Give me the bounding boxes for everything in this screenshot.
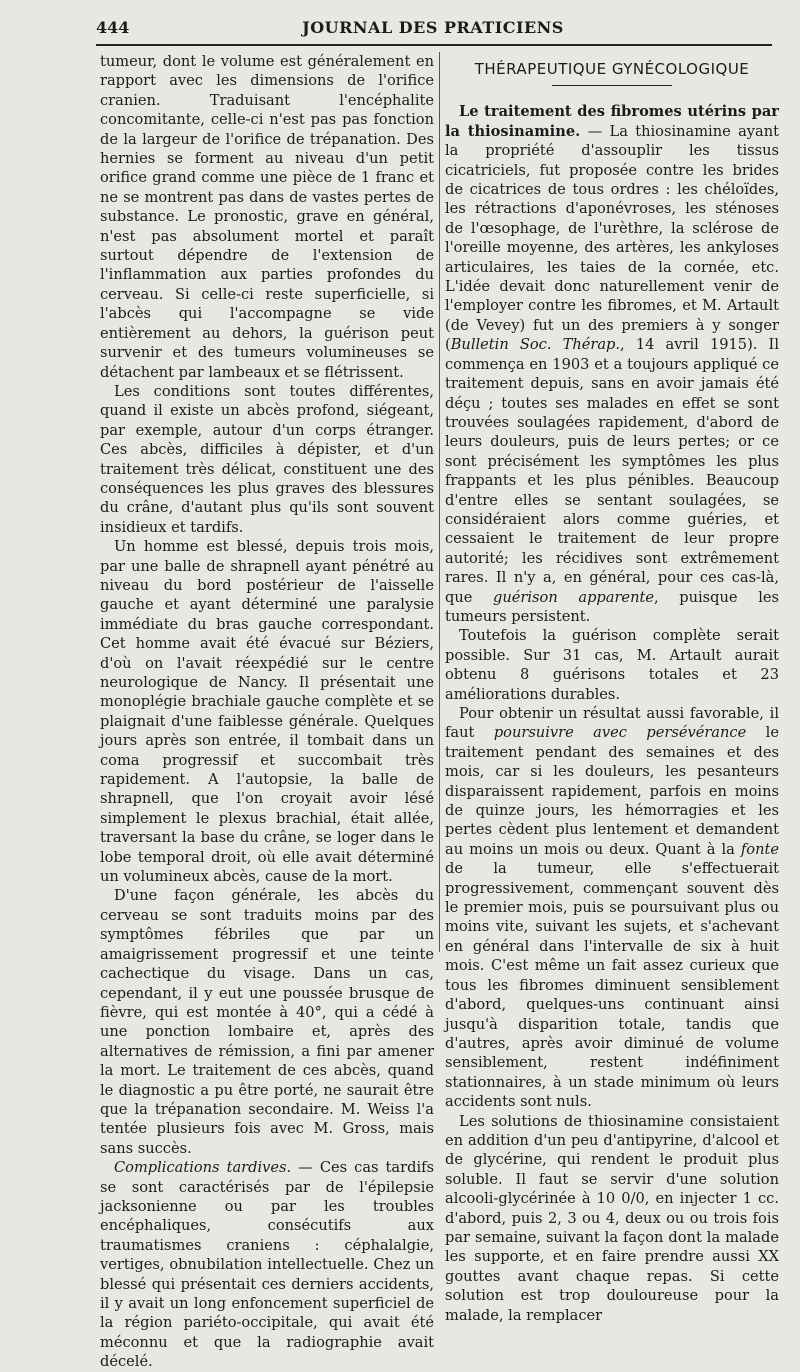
header-rule (96, 44, 772, 46)
page-header (96, 18, 770, 40)
apparent-cure-emphasis: guérison apparente (493, 588, 654, 606)
left-paragraph-1: tumeur, dont le volume est généralement en rapport avec les dimensions de l'orifice cranien. Traduisant l'encéphalite concomitante, celle-ci n'est pas pas fonction de la largeur de l'orifice de trépanation. Des hernies se forment au niveau d'un petit orifice grand comme une pièce de 1 franc et ne se montrent pas dans de vastes pertes de substance. Le pronostic, grave en général, n'est pas absolument mortel et paraît surtout dépendre de l'extension de l'inflammation aux parties profondes du cerveau. Si celle-ci reste superficielle, si l'abcès qui l'accompagne se vide entièrement au dehors, la guérison peut survenir et des tumeurs volumineuses se détachent par lambeaux et se flétrissent. (100, 53, 434, 381)
late-complications-text: — Ces cas tardifs se sont caractérisés par de l'épilepsie jacksonienne ou par les troubles encéphaliques, consécutifs aux traumatismes craniens : céphalalgie, vertiges, obnubilation intellectuelle. Chez un blessé qui présentait ces derniers accidents, il y avait un long enfoncement superficiel de la région pariéto-occipitale, qui avait été méconnu et que la radiographie avait décelé. (100, 1159, 435, 1371)
right-paragraph-2: Toutefois la guérison complète serait possible. Sur 31 cas, M. Artault aurait obtenu 8 guérisons totales et 23 améliorations durables. (445, 627, 779, 703)
right-p1-text-a: — La thiosinamine ayant la propriété d'assouplir les tissus cicatriciels, fut proposée contre les brides de cicatrices de tous ordres : les chéloïdes, les rétractions d'aponévroses, les sténoses de l'œsophage, de l'urèthre, la sclérose de l'oreille moyenne, des artères, les ankyloses articulaires, les taies de la cornée, etc. L'idée devait donc naturellement venir de l'employer contre les fibromes, et M. Artault (de Vevey) fut un des premiers à y songer ( (445, 122, 780, 354)
left-paragraph-3: Un homme est blessé, depuis trois mois, par une balle de shrapnell ayant pénétré au niveau du bord postérieur de l'aisselle gauche et ayant déterminé une paralysie immédiate du bras gauche correspondant. Cet homme avait été évacué sur Béziers, d'où on l'avait réexpédié sur le centre neurologique de Nancy. Il présentait une monoplégie brachiale gauche complète et se plaignait d'une faiblesse générale. Quelques jours après son entrée, il tombait dans un coma progressif et succombait très rapidement. A l'autopsie, la balle de shrapnell, que l'on croyait avoir lésé simplement le plexus brachial, était allée, traversant la base du crâne, se loger dans le lobe temporal droit, où elle avait déterminé un volumineux abcès, cause de la mort. (100, 538, 434, 886)
section-title: THÉRAPEUTIQUE GYNÉCOLOGIQUE (474, 60, 750, 78)
right-column (445, 52, 779, 1325)
column-divider (439, 52, 440, 952)
left-column (100, 52, 434, 1372)
right-p3-text-b: le traitement pendant des semaines et des mois, car si les douleurs, les pesanteurs disparaissent rapidement, parfois en moins de quinze jours, les hémorragies et les pertes cèdent plus lentement et demandent au moins un mois ou deux. Quant à la (445, 724, 779, 858)
left-paragraph-5 (100, 1158, 434, 1371)
left-paragraph-2: Les conditions sont toutes différentes, quand il existe un abcès profond, siégeant, par exemple, autour d'un corps étranger. Ces abcès, difficiles à dépister, et d'un traitement très délicat, constituent une des conséquences les plus graves des blessures du crâne, d'autant plus qu'ils sont souvent insidieux et tardifs. (100, 382, 434, 536)
late-complications-label: Complications tardives. (114, 1159, 292, 1177)
article-title: Le traitement des fibromes utérins par la thiosinamine. (445, 103, 779, 140)
right-p1-text-c: , puisque les tumeurs persistent. (445, 588, 779, 625)
citation: Bulletin Soc. Thérap. (450, 336, 621, 354)
perseverance-emphasis: poursuivre avec persévérance (493, 724, 747, 742)
left-paragraph-4: D'une façon générale, les abcès du cerveau se sont traduits moins par des symptômes fébriles que par un amaigrissement progressif et une teinte cachectique du visage. Dans un cas, cependant, il y eut une poussée brusque de fièvre, qui est montée à 40°, qui a cédé à une ponction lombaire et, après des alternatives de rémission, a fini par amener la mort. Le traitement de ces abcès, quand le diagnostic a pu être porté, ne saurait être que la trépanation secondaire. M. Weiss l'a tentée plusieurs fois avec M. Gross, mais sans succès. (100, 887, 434, 1157)
journal-title: JOURNAL DES PRATICIENS (302, 18, 564, 37)
right-p3-text-a: Pour obtenir un résultat aussi favorable, il faut (445, 705, 779, 742)
right-paragraph-1 (445, 102, 779, 626)
right-p1-text-b: , 14 avril 1915). Il commença en 1903 et a toujours appliqué ce traitement depuis, sans en avoir jamais été déçu ; toutes ses malades en effet se sont trouvées soulagées rapidement, d'abord de leurs douleurs, puis de leurs pertes; or ce sont précisément les symptômes les plus frappants et les plus pénibles. Beaucoup d'entre elles se sentant soulagées, se considéraient alors comme guéries, et cessaient le traitement de leur propre autorité; les récidives sont extrêmement rares. Il n'y a, en général, pour ces cas-là, que (445, 336, 779, 606)
right-paragraph-3 (445, 704, 779, 1112)
page-number: 444 (96, 18, 130, 37)
fonte-emphasis: fonte (740, 840, 779, 858)
right-p3-text-c: de la tumeur, elle s'effectuerait progressivement, commençant souvent dès le premier mois, puis se poursuivant plus ou moins vite, suivant les sujets, et s'achevant en général dans l'intervalle de six à huit mois. C'est même un fait assez curieux que tous les fibromes diminuent sensiblement d'abord, quelques-uns continuant ainsi jusqu'à disparition totale, tandis que d'autres, après avoir diminué de volume sensiblement, restent indéfiniment stationnaires, à un stade minimum où leurs accidents sont nuls. (445, 860, 779, 1111)
section-rule (552, 85, 672, 86)
right-paragraph-4: Les solutions de thiosinamine consistaient en addition d'un peu d'antipyrine, d'alcool et de glycérine, qui rendent le produit plus soluble. Il faut se servir d'une solution alcooli-glycérinée à 10 0/0, en injecter 1 cc. d'abord, puis 2, 3 ou 4, deux ou ou trois fois par semaine, suivant la façon dont la malade les supporte, et en faire prendre aussi XX gouttes avant chaque repas. Si cette solution est trop douloureuse pour la malade, la remplacer (445, 1112, 779, 1324)
